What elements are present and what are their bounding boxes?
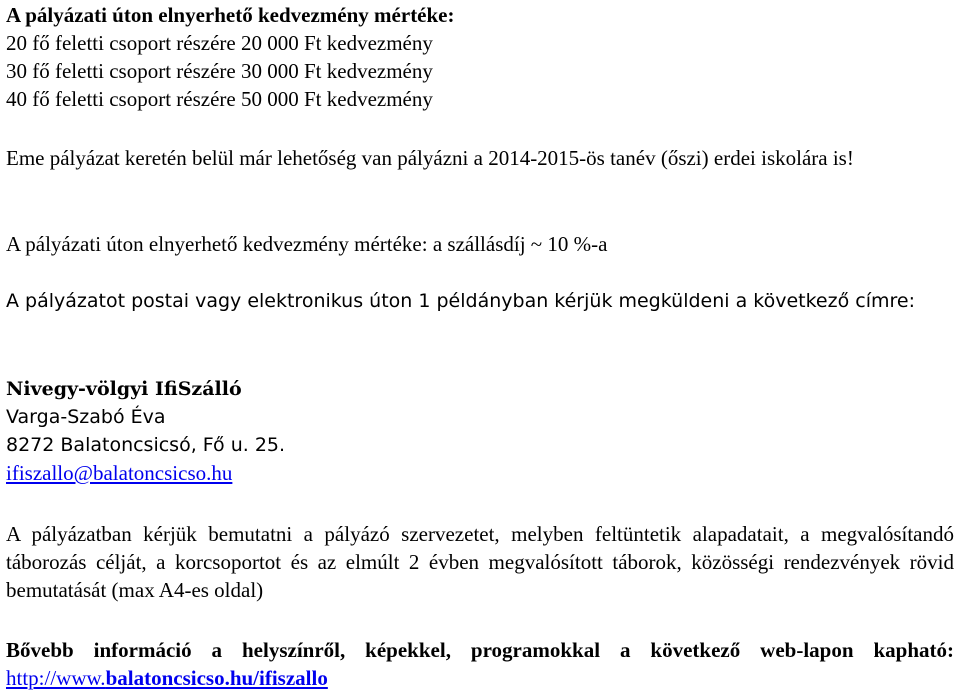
more-info-paragraph [6, 636, 954, 692]
discount-tier-20: 20 fő feletti csoport részére 20 000 Ft kedvezmény [6, 31, 433, 55]
discount-tiers-title: A pályázati úton elnyerhető kedvezmény mértéke: [6, 3, 455, 27]
address-block [6, 375, 946, 488]
address-street: 8272 Balatoncsicsó, Fő u. 25. [6, 434, 286, 456]
more-info-text: Bővebb információ a helyszínről, képekkel, programokkal a következő web-lapon kapható: [6, 638, 954, 662]
website-link-domain: balatoncsicso.hu/ifiszallo [105, 666, 328, 690]
website-link[interactable] [6, 666, 328, 690]
discount-tier-40: 40 fő feletti csoport részére 50 000 Ft kedvezmény [6, 87, 433, 111]
address-email-line [6, 459, 946, 488]
presentation-requirements: A pályázatban kérjük bemutatni a pályázó szervezetet, melyben feltüntetik alapadatait, a megvalósítandó táborozás célját, a korcsoportot és az elmúlt 2 évben megvalósított táborok, közösségi rendezvények rövid bemutatását (max A4-es oldal) [6, 522, 954, 602]
website-link-prefix: http://www. [6, 666, 106, 690]
discount-rate-line: A pályázati úton elnyerhető kedvezmény mértéke: a szállásdíj ~ 10 %-a [6, 232, 608, 256]
email-link[interactable]: ifiszallo@balatoncsicso.hu [6, 461, 233, 485]
address-name: Nivegy-völgyi IfiSzálló [6, 378, 242, 400]
discount-tier-30: 30 fő feletti csoport részére 30 000 Ft kedvezmény [6, 59, 433, 83]
submission-instructions: A pályázatot postai vagy elektronikus úton 1 példányban kérjük megküldeni a következő címre: [6, 290, 915, 312]
discount-tiers-block [6, 1, 946, 113]
school-note: Eme pályázat keretén belül már lehetőség van pályázni a 2014-2015-ös tanév (őszi) erdei iskolára is! [6, 146, 854, 170]
address-contact: Varga-Szabó Éva [6, 406, 166, 428]
